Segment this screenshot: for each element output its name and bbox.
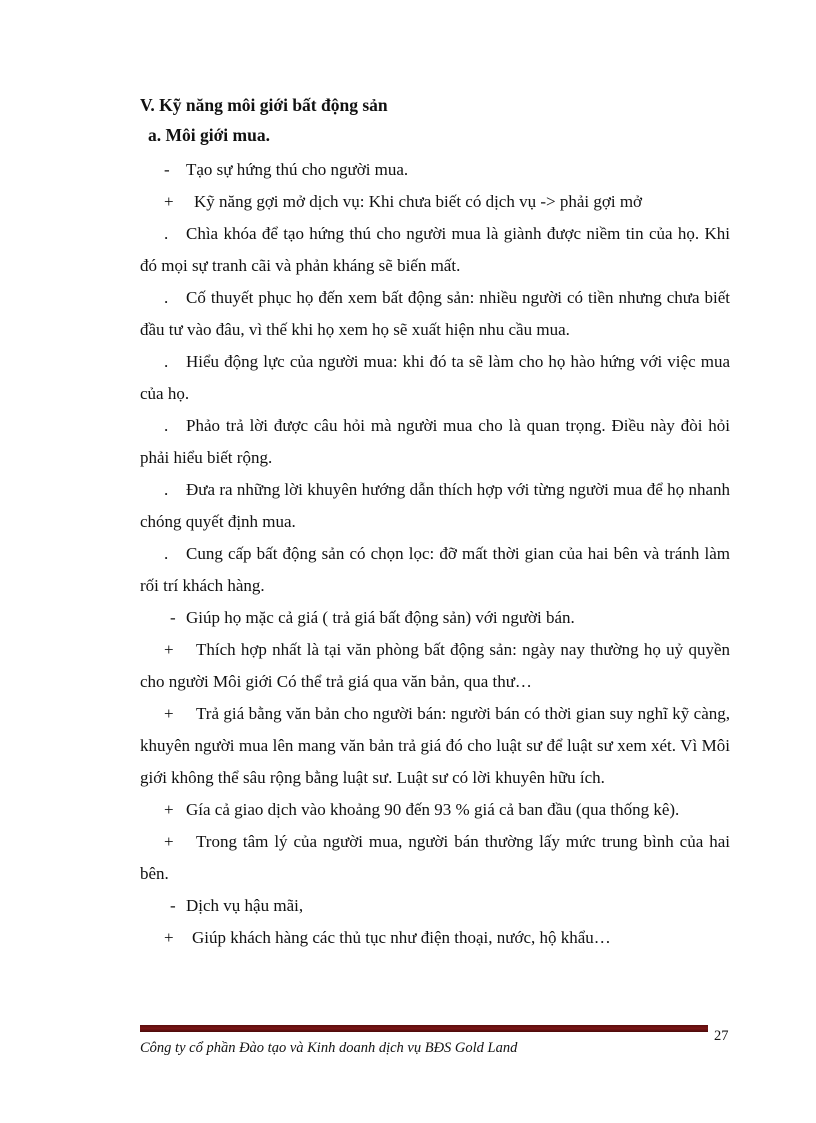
page-content <box>140 94 730 954</box>
paragraph-text: Kỹ năng gợi mở dịch vụ: Khi chưa biết có dịch vụ -> phải gợi mở <box>194 192 643 211</box>
subsection-title: a. Môi giới mua. <box>148 125 270 145</box>
footer-divider <box>140 1025 708 1032</box>
bullet-marker: - <box>170 608 176 627</box>
bullet-marker: + <box>164 704 174 723</box>
bullet-marker: + <box>164 192 174 211</box>
bullet-marker: . <box>164 224 169 243</box>
bullet-marker: . <box>164 416 169 435</box>
paragraph-text: Trả giá bằng văn bản cho người bán: người bán có thời gian suy nghĩ kỹ càng, khuyên người mua lên mang văn bản trả giá đó cho luật sư để luật sư xem xét. Vì Môi giới không thể sâu rộng bằng luật sư. Luật sư có lời khuyên hữu ích. <box>140 704 730 787</box>
bullet-marker: + <box>164 640 174 659</box>
paragraph <box>140 282 730 346</box>
bullet-marker: . <box>164 288 169 307</box>
paragraph <box>140 794 730 826</box>
bullet-marker: - <box>164 160 170 179</box>
paragraph <box>140 538 730 602</box>
paragraph-text: Chìa khóa để tạo hứng thú cho người mua là giành được niềm tin của họ. Khi đó mọi sự tranh cãi và phản kháng sẽ biến mất. <box>140 224 730 275</box>
footer-company: Công ty cổ phần Đào tạo và Kinh doanh dịch vụ BĐS Gold Land <box>140 1040 518 1056</box>
bullet-marker: + <box>164 928 174 947</box>
paragraph-text: Thích hợp nhất là tại văn phòng bất động sản: ngày nay thường họ uỷ quyền cho người Môi giới Có thể trả giá qua văn bản, qua thư… <box>140 640 730 691</box>
bullet-marker: . <box>164 352 169 371</box>
paragraph <box>140 634 730 698</box>
paragraph <box>140 346 730 410</box>
paragraph <box>140 890 730 922</box>
paragraph-text: Giúp họ mặc cả giá ( trả giá bất động sản) với người bán. <box>186 608 575 627</box>
paragraph <box>140 474 730 538</box>
bullet-marker: . <box>164 480 169 499</box>
paragraph <box>140 154 730 186</box>
paragraph <box>140 218 730 282</box>
paragraph <box>140 922 730 954</box>
bullet-marker: - <box>170 896 176 915</box>
paragraph-text: Hiểu động lực của người mua: khi đó ta sẽ làm cho họ hào hứng với việc mua của họ. <box>140 352 730 403</box>
bullet-marker: + <box>164 800 174 819</box>
paragraph <box>140 186 730 218</box>
section-title: V. Kỹ năng môi giới bất động sản <box>140 95 388 115</box>
bullet-marker: + <box>164 832 174 851</box>
paragraph <box>140 410 730 474</box>
paragraph-text: Dịch vụ hậu mãi, <box>186 896 304 915</box>
paragraph <box>140 602 730 634</box>
bullet-marker: . <box>164 544 169 563</box>
paragraph-text: Gía cả giao dịch vào khoảng 90 đến 93 % giá cả ban đầu (qua thống kê). <box>186 800 680 819</box>
paragraph <box>140 826 730 890</box>
paragraph-text: Phảo trả lời được câu hỏi mà người mua cho là quan trọng. Điều này đòi hỏi phải hiểu biết rộng. <box>140 416 730 467</box>
paragraph-text: Tạo sự hứng thú cho người mua. <box>186 160 409 179</box>
paragraph-text: Trong tâm lý của người mua, người bán thường lấy mức trung bình của hai bên. <box>140 832 730 883</box>
page-number: 27 <box>714 1028 729 1044</box>
paragraph-text: Cung cấp bất động sản có chọn lọc: đỡ mất thời gian của hai bên và tránh làm rối trí khách hàng. <box>140 544 730 595</box>
paragraph-text: Đưa ra những lời khuyên hướng dẫn thích hợp với từng người mua để họ nhanh chóng quyết định mua. <box>140 480 730 531</box>
paragraph-text: Giúp khách hàng các thủ tục như điện thoại, nước, hộ khẩu… <box>192 928 611 947</box>
paragraph <box>140 698 730 794</box>
paragraph-text: Cố thuyết phục họ đến xem bất động sản: nhiều người có tiền nhưng chưa biết đầu tư vào đâu, vì thế khi họ xem họ sẽ xuất hiện nhu cầu mua. <box>140 288 730 339</box>
